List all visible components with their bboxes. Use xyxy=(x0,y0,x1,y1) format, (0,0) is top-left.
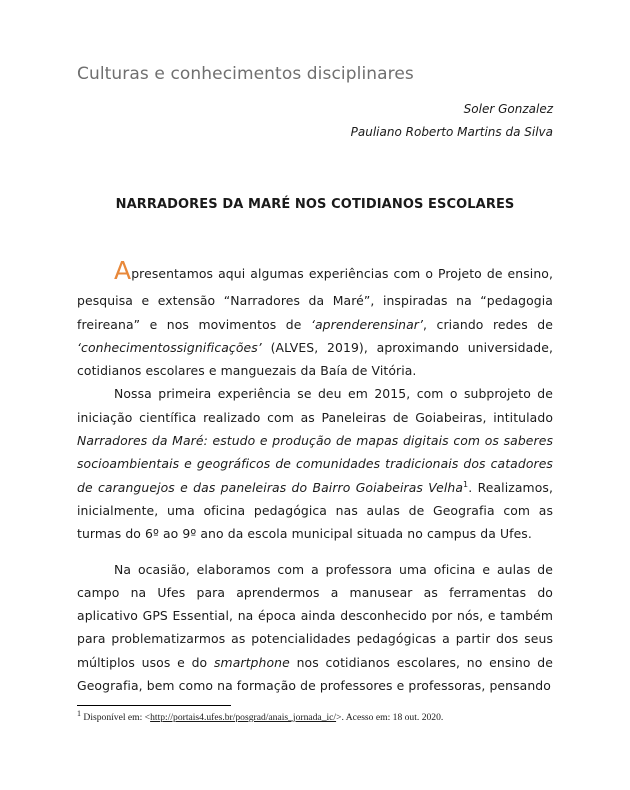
footnote-suffix: >. Acesso em: 18 out. 2020. xyxy=(336,712,444,723)
italic-text: Narradores da Maré: estudo e produção de mapas digitais com os saberes socioambientais e geográficos de comunidades tradicionais dos catadores de caranguejos e das paneleiras do Bairro Goiabeiras Velha xyxy=(77,433,553,495)
author-name: Pauliano Roberto Martins da Silva xyxy=(350,125,553,139)
footnote-mark: 1 xyxy=(77,708,81,718)
footnote xyxy=(77,708,557,723)
text-run: presentamos aqui algumas experiências com o Projeto de ensino, xyxy=(131,266,553,281)
text-run: nos cotidianos escolares, no ensino de Geografia, bem como na formação de professores e professoras, pensando xyxy=(77,654,553,694)
footnote-link[interactable]: http://portais4.ufes.br/posgrad/anais_jornada_ic/ xyxy=(150,712,337,723)
text-run: , criando redes de xyxy=(423,316,553,332)
paragraph xyxy=(77,382,553,545)
paragraph xyxy=(77,558,553,698)
text-run: Nossa primeira experiência se deu em 2015, com o subprojeto de iniciação científica realizado com as Paneleiras de Goiabeiras, intitulado xyxy=(77,386,553,425)
author-name: Soler Gonzalez xyxy=(463,102,553,116)
section-header: Culturas e conhecimentos disciplinares xyxy=(77,64,414,84)
text-run: pesquisa e extensão “Narradores da Maré”, inspiradas na “pedagogia freireana” e nos movimentos de xyxy=(77,293,553,332)
footnote-reference[interactable]: 1 xyxy=(463,479,469,489)
paragraph xyxy=(77,258,553,382)
italic-text: smartphone xyxy=(213,654,290,670)
italic-text: ‘aprenderensinar’ xyxy=(310,316,424,332)
footnote-divider xyxy=(77,705,231,706)
italic-text: ‘conhecimentossignificações’ xyxy=(77,339,262,355)
footnote-prefix: Disponível em: < xyxy=(81,712,151,723)
article-body xyxy=(77,258,553,697)
drop-cap: A xyxy=(114,256,132,285)
paragraph-first-line xyxy=(77,258,553,285)
text-run: Na ocasião, elaboramos com a professora uma oficina e aulas de campo na Ufes para aprendermos a manusear as ferramentas do aplicativo GPS Essential, na época ainda desconhecido por nós, e também para problematizarmos as potencialidades pedagógicas a partir dos seus múltiplos usos e do xyxy=(77,561,553,670)
article-title: NARRADORES DA MARÉ NOS COTIDIANOS ESCOLARES xyxy=(115,197,515,212)
text-run: (ALVES, 2019), aproximando universidade, cotidianos escolares e manguezais da Baía de Vitória. xyxy=(77,339,553,379)
text-run: . Realizamos, inicialmente, uma oficina pedagógica nas aulas de Geografia com as turmas do 6º ao 9º ano da escola municipal situada no campus da Ufes. xyxy=(77,479,553,542)
author-list xyxy=(351,98,553,144)
